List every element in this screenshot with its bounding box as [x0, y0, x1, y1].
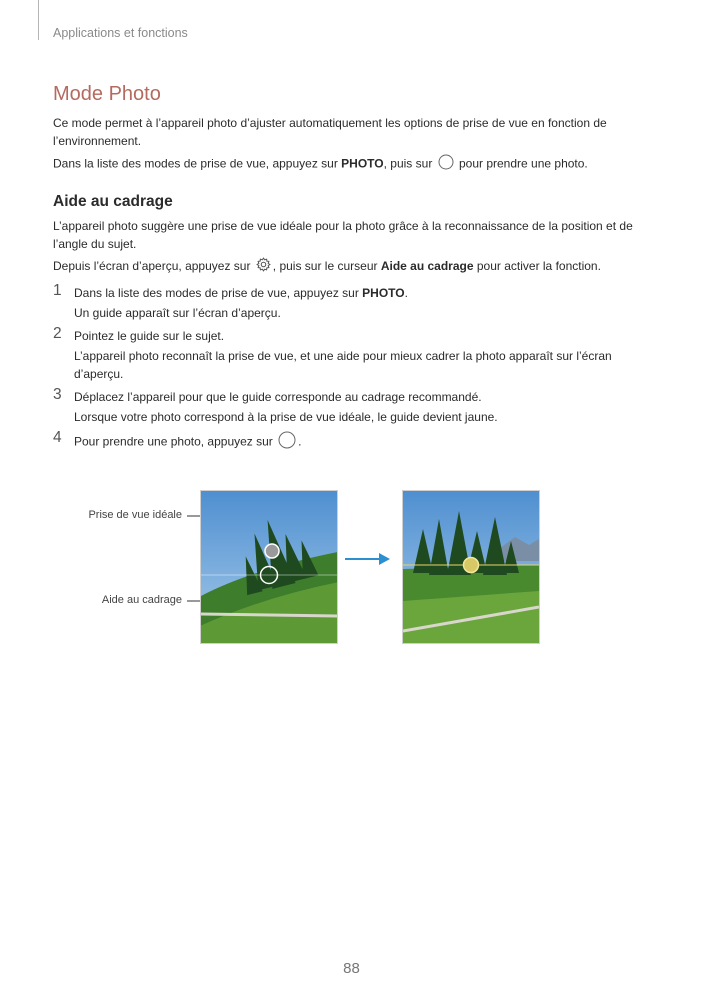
subsection-title: Aide au cadrage: [53, 193, 173, 210]
margin-rule: [38, 0, 39, 40]
page-number: 88: [343, 960, 360, 977]
step-number: 3: [53, 386, 62, 403]
photo-mode-label: PHOTO: [341, 156, 384, 171]
shutter-button-icon: [278, 431, 296, 454]
step-detail: L’appareil photo reconnaît la prise de vue, et une aide pour mieux cadrer la photo apparaît sur l’écran d’aperçu.: [74, 349, 612, 381]
framing-aid-figure: [0, 490, 703, 650]
callout-lines: [0, 490, 703, 650]
section-title: Mode Photo: [53, 83, 161, 105]
section-instruction: Dans la liste des modes de prise de vue, appuyez sur PHOTO, puis sur pour prendre une photo.: [53, 154, 653, 175]
preview-before-image: [200, 490, 338, 644]
subsection-intro: L’appareil photo suggère une prise de vue idéale pour la photo grâce à la reconnaissance de la position et de l’angle du sujet.: [53, 219, 633, 251]
step-detail: Un guide apparaît sur l’écran d’aperçu.: [74, 306, 281, 320]
settings-gear-icon: [256, 257, 271, 277]
step-number: 4: [53, 429, 62, 446]
step-number: 2: [53, 325, 62, 342]
step-item: 2 Pointez le guide sur le sujet. L’appareil photo reconnaît la prise de vue, et une aide pour mieux cadrer la photo apparaît sur l’écran d’aperçu.: [53, 327, 653, 383]
section-intro: Ce mode permet à l’appareil photo d’ajuster automatiquement les options de prise de vue en fonction de l’environnement.: [53, 116, 607, 148]
subsection-instruction: Depuis l’écran d’aperçu, appuyez sur , puis sur le curseur Aide au cadrage pour activer la fonction.: [53, 257, 653, 277]
step-number: 1: [53, 282, 62, 299]
framing-guide-label: Aide au cadrage: [101, 594, 182, 606]
main-content: [53, 80, 653, 459]
preview-after-image: [402, 490, 540, 644]
running-header: Applications et fonctions: [53, 26, 188, 40]
ideal-shot-label: Prise de vue idéale: [88, 509, 182, 521]
arrow-right-icon: [345, 552, 391, 566]
framing-aid-label: Aide au cadrage: [380, 259, 474, 274]
step-item: 3 Déplacez l’appareil pour que le guide corresponde au cadrage recommandé. Lorsque votre photo correspond à la prise de vue idéale, le guide devient jaune.: [53, 388, 653, 426]
step-item: 4 Pour prendre une photo, appuyez sur .: [53, 431, 653, 454]
steps-list: [53, 284, 653, 454]
step-item: 1 Dans la liste des modes de prise de vue, appuyez sur PHOTO. Un guide apparaît sur l’écran d’aperçu.: [53, 284, 653, 322]
step-detail: Lorsque votre photo correspond à la prise de vue idéale, le guide devient jaune.: [74, 410, 498, 424]
shutter-button-icon: [438, 154, 454, 175]
